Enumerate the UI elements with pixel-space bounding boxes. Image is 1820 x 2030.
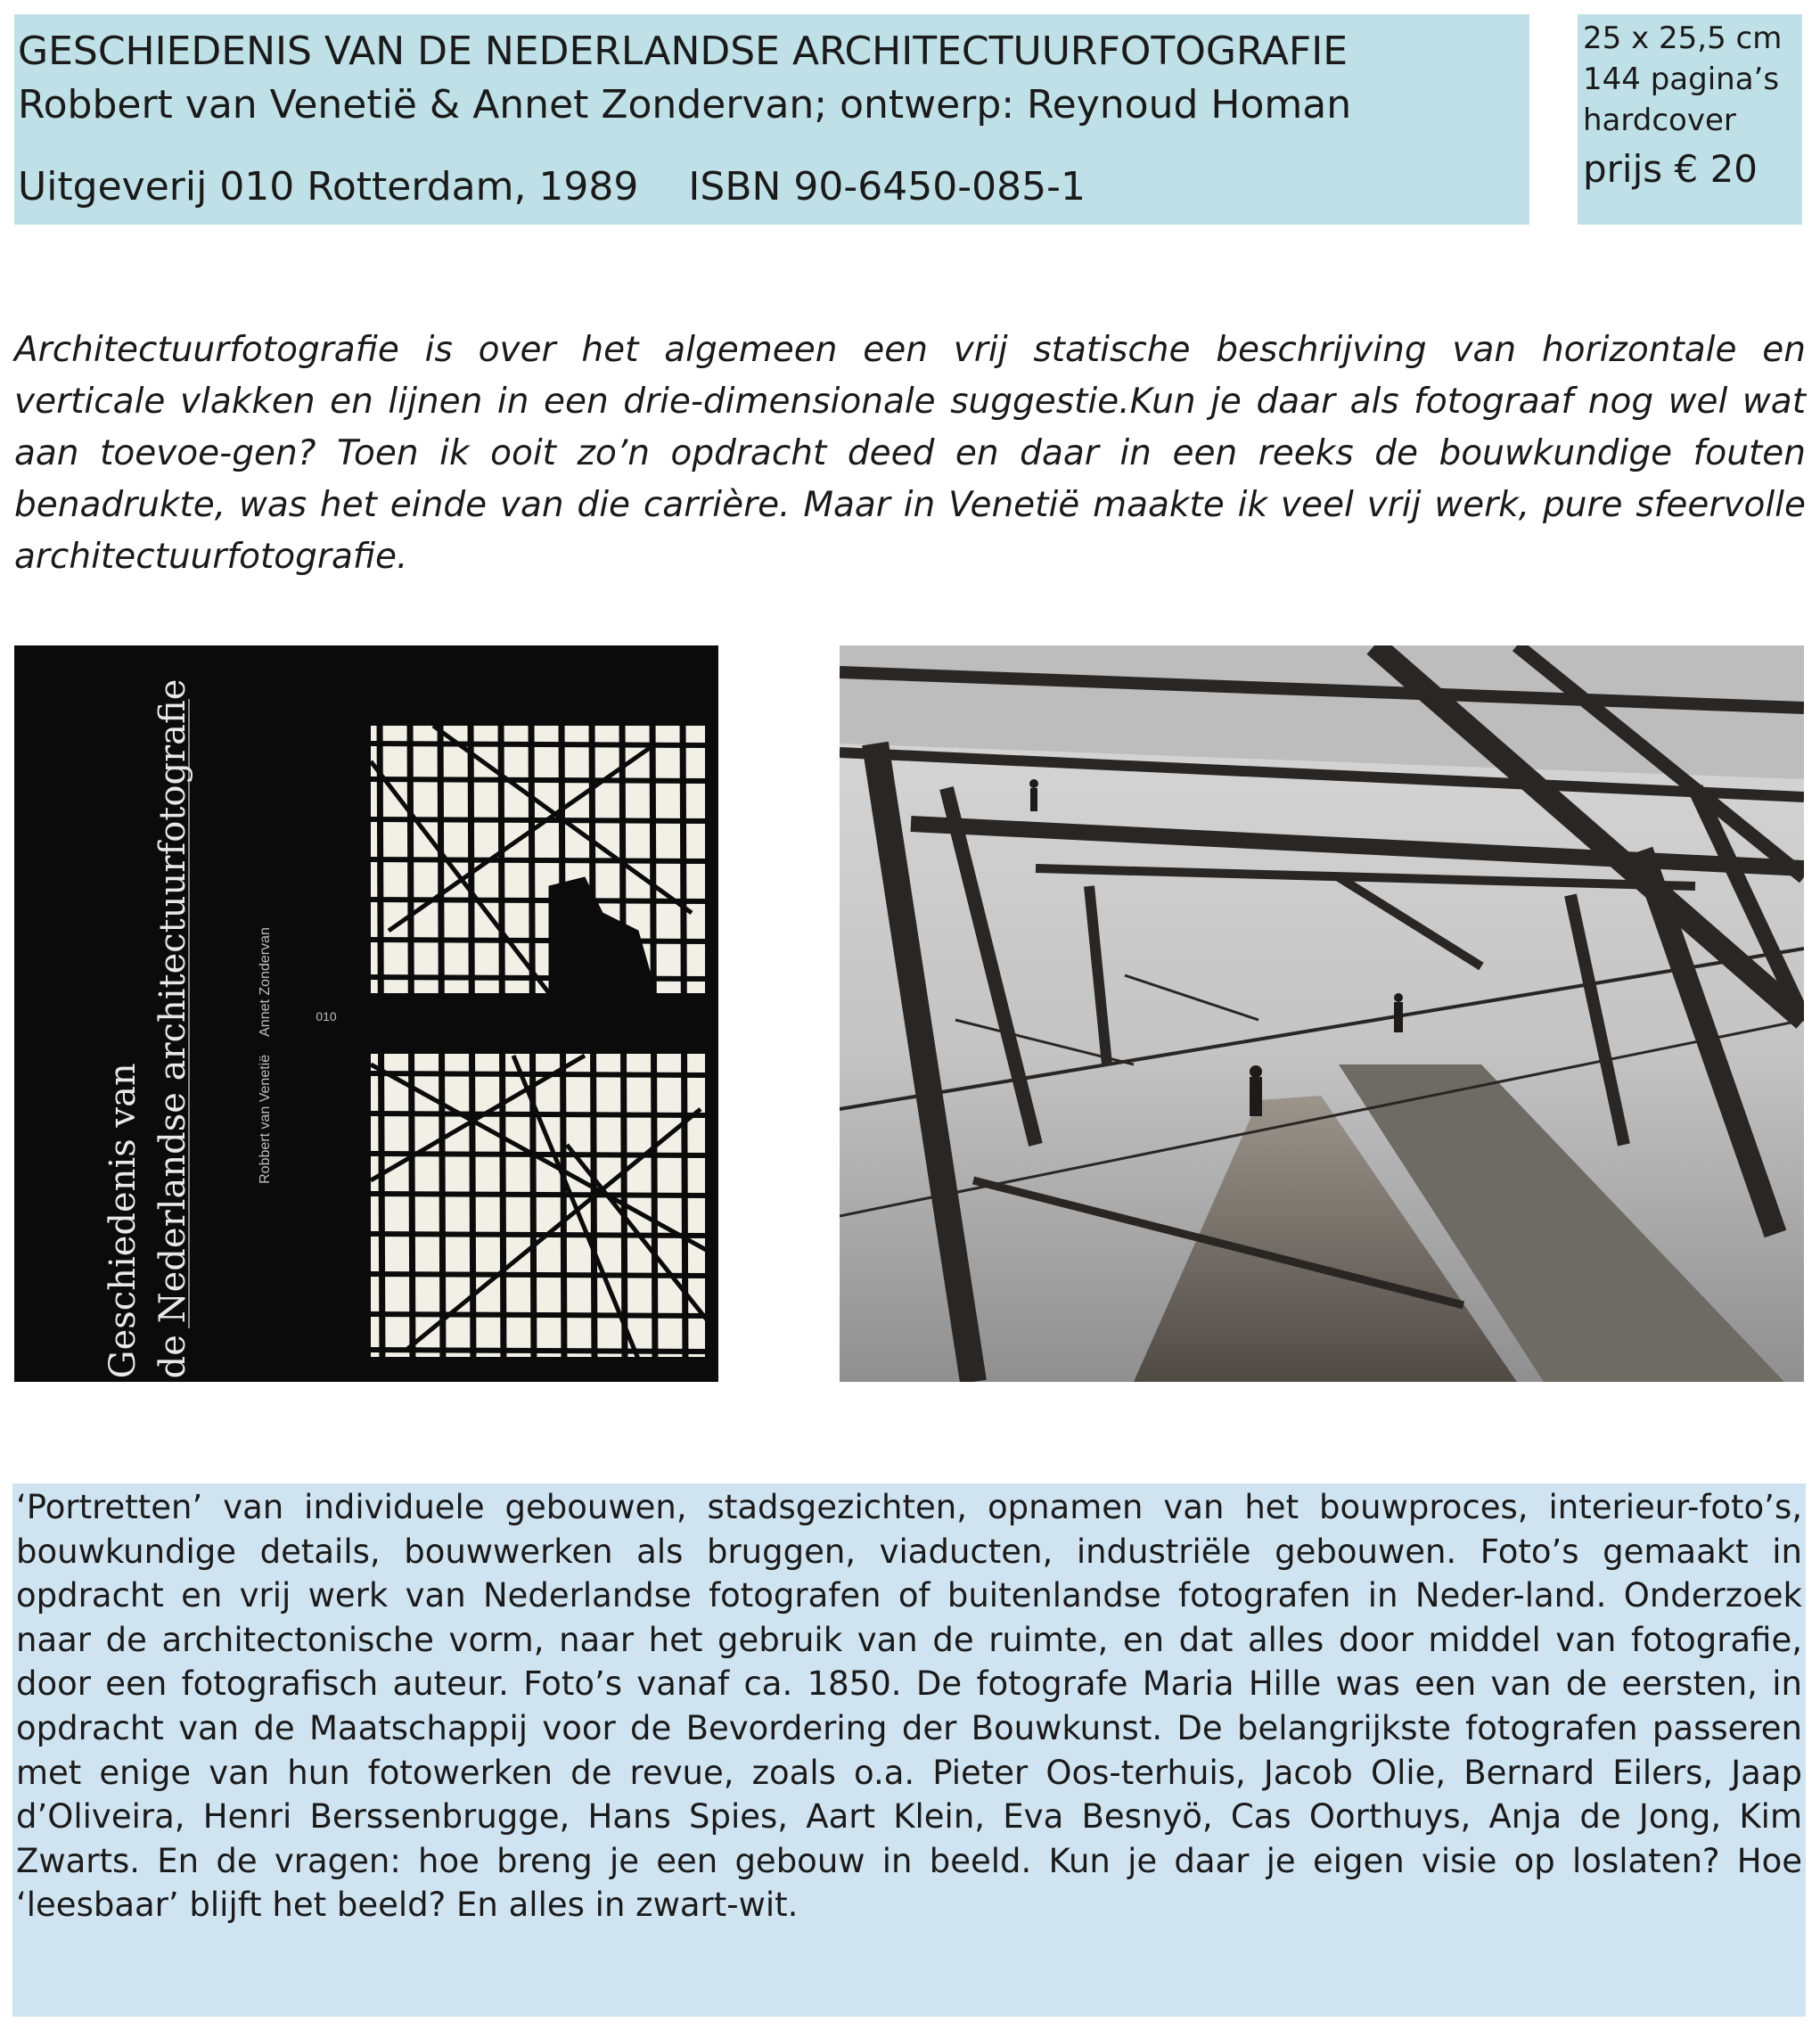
page-count: 144 pagina’s bbox=[1583, 62, 1780, 97]
cover-authors bbox=[258, 918, 274, 1193]
book-size: 25 x 25,5 cm bbox=[1583, 21, 1783, 56]
binding: hardcover bbox=[1583, 103, 1736, 138]
book-description: ‘Portretten’ van individuele gebouwen, stadsgezichten, opnamen van het bouwproces, interieur-foto’s, bouwkundige details, bouwwerken als bruggen, viaducten, industriële gebouwen. Foto’s gemaakt in opdracht en vrij werk van Nederlandse fotografen of buitenlandse fotografen in Neder-land. Onderzoek naar de architectonische vorm, naar het gebruik van de ruimte, en dat alles door middel van fotografie, door een fotografisch auteur. Foto’s vanaf ca. 1850. De fotografe Maria Hille was een van de eersten, in opdracht van de Maatschappij voor de Bevordering der Bouwkunst. De belangrijkste fotografen passeren met enige van hun fotowerken de revue, zoals o.a. Pieter Oos-terhuis, Jacob Olie, Bernard Eilers, Jaap d’Oliveira, Henri Berssenbrugge, Hans Spies, Aart Klein, Eva Besnyö, Cas Oorthuys, Anja de Jong, Kim Zwarts. En de vragen: hoe breng je een gebouw in beeld. Kun je daar je eigen visie op loslaten? Hoe ‘leesbaar’ blijft het beeld? En alles in zwart-wit. bbox=[12, 1483, 1806, 2017]
book-info-header bbox=[14, 14, 1529, 225]
price: prijs € 20 bbox=[1583, 147, 1759, 191]
publisher: Uitgeverij 010 Rotterdam, 1989 bbox=[18, 164, 639, 210]
pier-construction-photo bbox=[840, 645, 1804, 1382]
book-cover-image bbox=[14, 645, 718, 1382]
cover-author-1: Robbert van Venetië bbox=[258, 1054, 273, 1184]
book-specs bbox=[1578, 14, 1802, 225]
cover-title-line-2: de Nederlandse architectuurfotografie bbox=[152, 678, 193, 1379]
intro-quote: Architectuurfotografie is over het algemeen een vrij statische beschrijving van horizontale en verticale vlakken en lijnen in een drie-dimensionale suggestie.Kun je daar als fotograaf nog wel wat aan toevoe-gen? Toen ik ooit zo’n opdracht deed en daar in een reeks de bouwkundige fouten benadrukte, was het einde van die carrière. Maar in Venetië maakte ik veel vrij werk, pure sfeervolle architectuurfotografie. bbox=[14, 330, 1806, 577]
cover-publisher: 010 bbox=[316, 1009, 337, 1023]
isbn: ISBN 90-6450-085-1 bbox=[688, 164, 1086, 210]
book-authors: Robbert van Venetië & Annet Zondervan; ontwerp: Reynoud Homan bbox=[18, 82, 1352, 127]
cover-title bbox=[98, 679, 198, 1379]
pier-photo-illustration bbox=[840, 645, 1804, 1382]
publication-line bbox=[18, 160, 1526, 214]
book-title: GESCHIEDENIS VAN DE NEDERLANDSE ARCHITECTUURFOTOGRAFIE bbox=[18, 29, 1349, 74]
cover-author-2: Annet Zondervan bbox=[258, 927, 273, 1037]
cover-title-line-1: Geschiedenis van bbox=[102, 1063, 143, 1379]
